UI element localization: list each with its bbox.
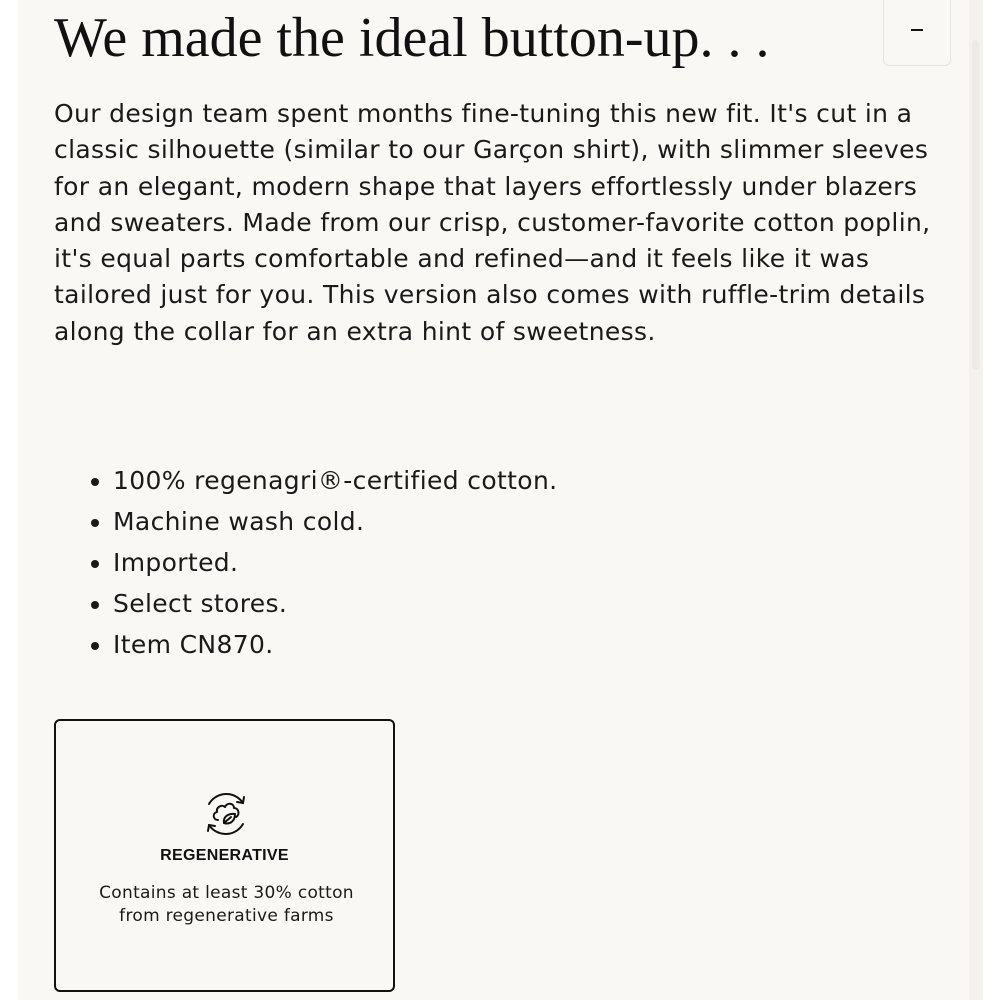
feature-item: • Item CN870. (113, 624, 557, 665)
badge-title: REGENERATIVE (160, 847, 289, 864)
product-details-heading: We made the ideal button-up. . . (54, 7, 770, 69)
feature-item: • Imported. (113, 542, 557, 583)
product-description: Our design team spent months fine-tuning this new fit. It's cut in a classic silhouette (similar to our Garçon shirt), with slimmer sleeves for an elegant, modern shape that layers effortlessly under blazers and sweaters. Made from our crisp, customer-favorite cotton poplin, it's equal parts comfortable and refined—and it feels like it was tailored just for you. This version also comes with ruffle-trim details along the collar for an extra hint of sweetness. (54, 99, 931, 346)
product-details-panel (18, 0, 983, 1000)
feature-item: • 100% regenagri®-certified cotton. (113, 460, 557, 501)
feature-item: • Machine wash cold. (113, 501, 557, 542)
badge-description-line: Contains at least 30% cotton (99, 883, 354, 903)
feature-list (54, 460, 557, 665)
scrollbar-thumb[interactable] (972, 40, 979, 370)
collapse-button[interactable] (883, 0, 951, 66)
badge-description (66, 882, 387, 928)
regenerative-badge-card (54, 719, 395, 992)
scrollbar[interactable] (969, 0, 983, 1000)
regenerative-cotton-icon (199, 787, 253, 841)
badge-description-line: from regenerative farms (119, 906, 334, 926)
feature-item: • Select stores. (113, 583, 557, 624)
minus-icon (911, 29, 923, 31)
